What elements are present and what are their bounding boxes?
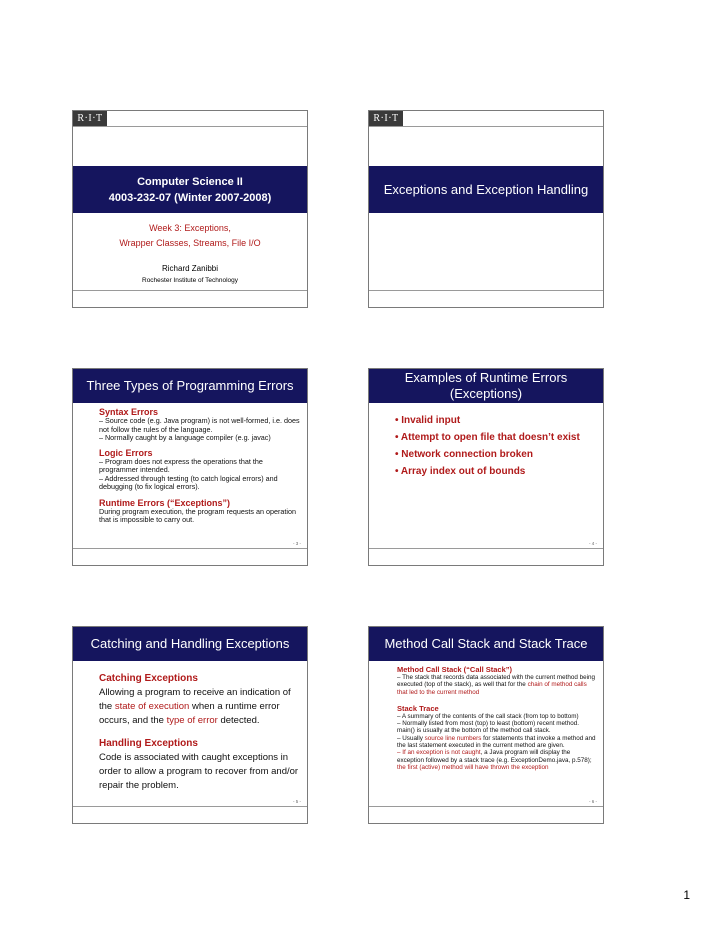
slide-6 xyxy=(368,626,604,824)
slide-2 xyxy=(368,110,604,308)
slide-title: Method Call Stack and Stack Trace xyxy=(369,627,603,661)
catching-text xyxy=(99,686,301,728)
slide-5 xyxy=(72,626,308,824)
text-span: for statements that invoke a method and the last statement executed in the current method are given. xyxy=(397,734,596,750)
slide-title xyxy=(369,369,603,403)
list-item: – Normally listed from most (top) to least (bottom) recent method. main() is usually at the bottom of the method call stack. xyxy=(397,720,579,735)
list-item: • Network connection broken xyxy=(395,446,597,463)
list-item: • Array index out of bounds xyxy=(395,463,597,480)
text-span: detected. xyxy=(217,715,260,726)
author: Richard Zanibbi xyxy=(161,264,219,273)
slide-title: Exceptions and Exception Handling xyxy=(369,166,603,213)
affiliation: Rochester Institute of Technology xyxy=(142,277,238,284)
text-span: – The stack that records data associated with the current method being executed (top of the stack), as well that for the xyxy=(397,674,595,689)
call-stack-text xyxy=(397,674,597,696)
list-item: – Program does not express the operations that the programmer intended. xyxy=(99,456,263,474)
runtime-error-examples xyxy=(395,412,597,480)
slide-1 xyxy=(72,110,308,308)
text-span: – Usually xyxy=(397,734,425,742)
document-page-number: 1 xyxy=(683,888,690,902)
highlight-text: – If an exception is not caught xyxy=(397,749,481,757)
slide-footer-bar xyxy=(369,548,603,565)
list-item: • Invalid input xyxy=(395,412,597,429)
course-title: Computer Science II xyxy=(137,175,243,188)
handling-text: Code is associated with caught exceptions in order to allow a program to recover from and/or repair the problem. xyxy=(99,752,299,791)
slide-footer-bar xyxy=(73,290,307,307)
logic-errors-list xyxy=(99,458,301,492)
slide-page-number: - 6 - xyxy=(588,799,597,804)
slide-body xyxy=(397,665,597,771)
subtitle-line2: Wrapper Classes, Streams, File I/O xyxy=(119,238,261,248)
slide-page-number: - 5 - xyxy=(292,799,301,804)
runtime-errors-text: During program execution, the program requests an operation that is impossible to carry out. xyxy=(99,506,296,524)
call-stack-heading: Method Call Stack (“Call Stack”) xyxy=(397,665,513,674)
logic-errors-heading: Logic Errors xyxy=(99,447,153,458)
slide-footer-bar xyxy=(73,548,307,565)
slide-title: Catching and Handling Exceptions xyxy=(73,627,307,661)
title-banner xyxy=(73,166,307,213)
list-item xyxy=(397,735,597,750)
list-item: – Source code (e.g. Java program) is not well-formed, i.e. does not follow the rules of the language. xyxy=(99,416,300,434)
highlight-text: state of execution xyxy=(114,701,190,712)
text-span: when a runtime error occurs, and the xyxy=(99,701,280,726)
slide-body xyxy=(99,673,301,793)
syntax-errors-list xyxy=(99,417,301,443)
text-span: Allowing a program to receive an indication of the xyxy=(99,687,291,712)
syntax-errors-heading: Syntax Errors xyxy=(99,407,159,417)
list-item: – Addressed through testing (to catch logical errors) and debugging (to fix logical errors). xyxy=(99,473,278,491)
catching-heading: Catching Exceptions xyxy=(99,673,198,684)
slide-header-bar xyxy=(73,111,307,127)
slide-title-line2: (Exceptions) xyxy=(449,386,523,401)
slide-title-line1: Examples of Runtime Errors xyxy=(404,370,568,385)
runtime-errors-heading: Runtime Errors (“Exceptions”) xyxy=(99,497,231,508)
highlight-text: chain of method calls that led to the current method xyxy=(397,681,587,696)
stack-trace-heading: Stack Trace xyxy=(397,703,439,713)
rit-logo: R·I·T xyxy=(73,111,107,126)
slide-page-number: - 4 - xyxy=(588,541,597,546)
course-number: 4003-232-07 (Winter 2007-2008) xyxy=(108,191,272,204)
list-item: • Attempt to open file that doesn’t exist xyxy=(395,429,597,446)
highlight-text: the first (active) method will have thrown the exception xyxy=(397,763,549,771)
slide-body xyxy=(395,412,597,480)
slide-header-bar xyxy=(369,111,603,127)
slide-body xyxy=(99,407,301,525)
rit-logo: R·I·T xyxy=(369,111,403,126)
slide-footer-bar xyxy=(369,806,603,823)
text-span: , a Java program will display the exception followed by a stack trace (e.g. ExceptionDemo.java, p.578); xyxy=(397,749,592,764)
highlight-text: type of error xyxy=(166,715,218,726)
slide-title: Three Types of Programming Errors xyxy=(73,369,307,403)
slide-4 xyxy=(368,368,604,566)
slide-footer-bar xyxy=(73,806,307,823)
highlight-text: source line numbers xyxy=(424,734,482,742)
slide-page-number: - 3 - xyxy=(292,541,301,546)
list-item: – A summary of the contents of the call stack (from top to bottom) xyxy=(397,712,579,720)
subtitle-line1: Week 3: Exceptions, xyxy=(149,223,231,233)
list-item xyxy=(397,749,597,771)
slide-footer-bar xyxy=(369,290,603,307)
list-item: – Normally caught by a language compiler (e.g. javac) xyxy=(99,433,271,442)
slide-3 xyxy=(72,368,308,566)
handling-heading: Handling Exceptions xyxy=(99,738,198,749)
